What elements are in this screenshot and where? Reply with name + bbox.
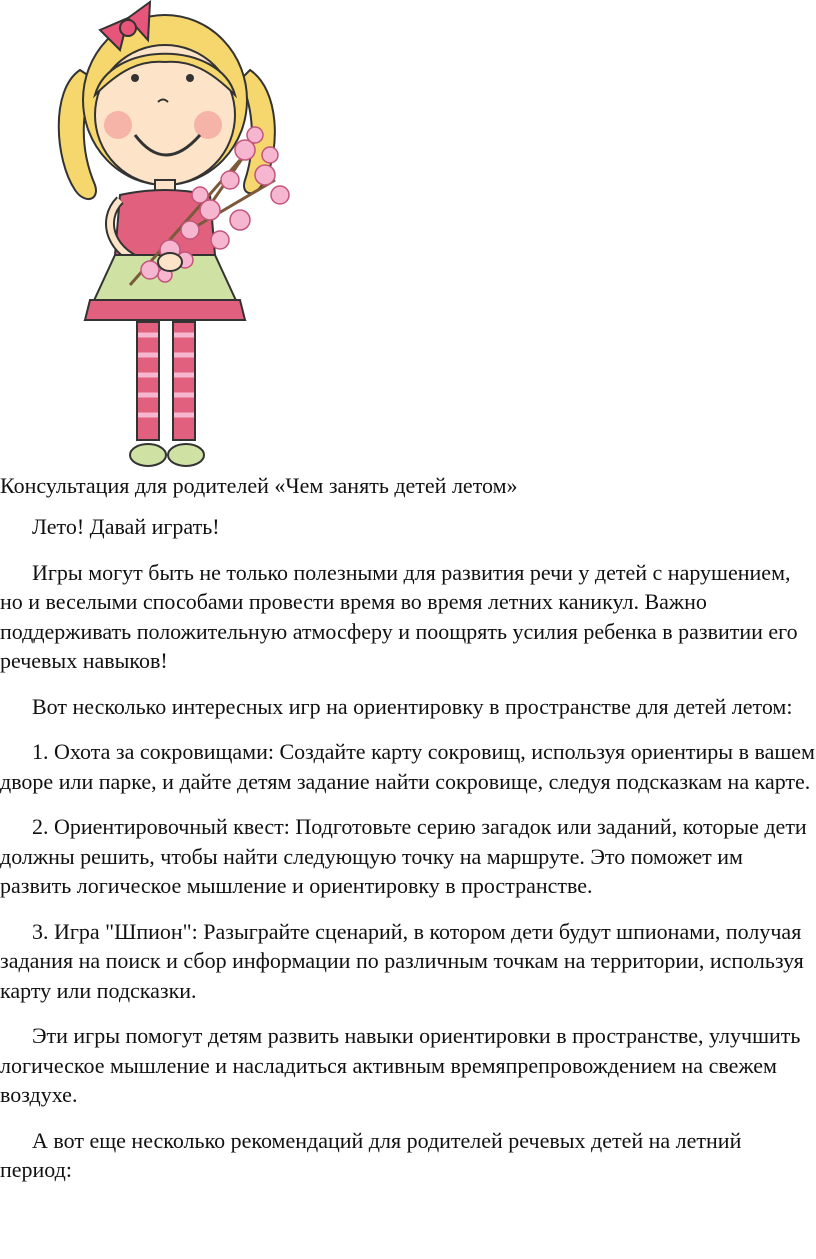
paragraph: А вот еще несколько рекомендаций для родителей речевых детей на летний период: (0, 1127, 742, 1182)
document-body (0, 470, 816, 1201)
girl-with-flowers-illustration (40, 0, 310, 470)
paragraph: 1. Охота за сокровищами: Создайте карту сокровищ, используя ориентиры в вашем дворе или парке, и дайте детям задание найти сокровище, следуя подсказкам на карте. (0, 739, 815, 794)
paragraph: 2. Ориентировочный квест: Подготовьте серию загадок или заданий, которые дети должны решить, чтобы найти следующую точку на маршруте. Это поможет им развить логическое мышление и ориентировку в пространстве. (0, 814, 807, 898)
paragraph: Эти игры помогут детям развить навыки ориентировки в пространстве, улучшить логическое мышление и насладиться активным времяпрепровождением на свежем воздухе. (0, 1023, 801, 1107)
paragraph: 3. Игра "Шпион": Разыграйте сценарий, в котором дети будут шпионами, получая задания на поиск и сбор информации по различным точкам на территории, используя карту или подсказки. (0, 918, 804, 1003)
paragraph: Лето! Давай играть! (32, 514, 220, 539)
paragraph: Вот несколько интересных игр на ориентировку в пространстве для детей летом: (32, 693, 793, 719)
paragraph: Игры могут быть не только полезными для развития речи у детей с нарушением, но и веселыми способами провести время во время летних каникул. Важно поддерживать положительную атмосферу и поощрять усилия ребенка в развитии его речевых навыков! (0, 559, 798, 673)
document-title: Консультация для родителей «Чем занять детей летом» (0, 473, 518, 498)
